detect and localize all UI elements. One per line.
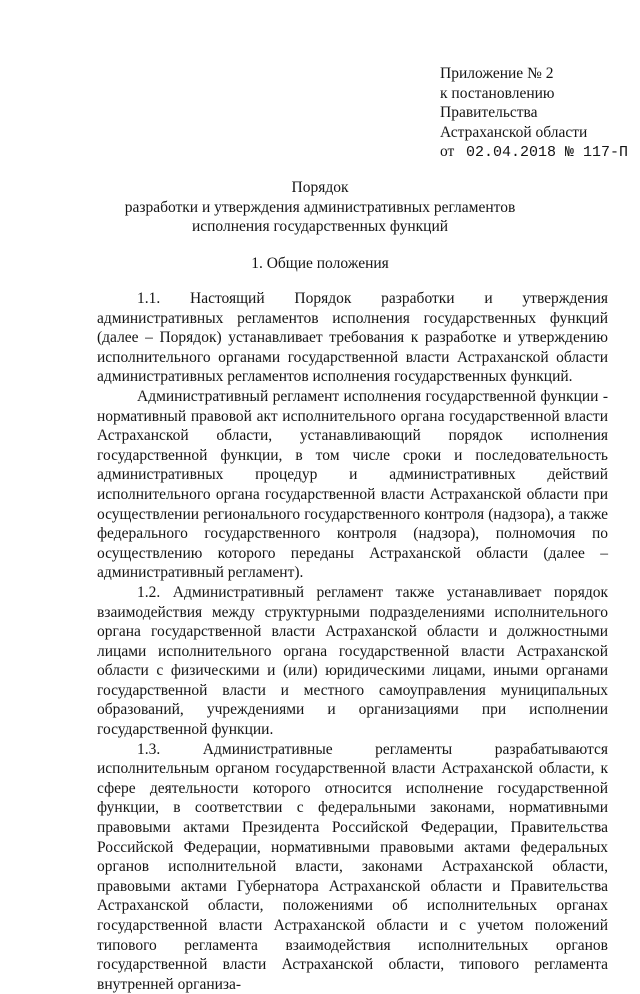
paragraph-1-3: 1.3. Административные регламенты разрабатываются исполнительным органом государственной власти Астраханской области, к сфере деятельности которого относится исполнение государственной функции, в соответствии с федеральными законами, нормативными правовыми актами Президента Российской Федерации, Правительства Российской Федерации, нормативными правовыми актами федеральных органов исполнительной власти, законами Астраханской области, правовыми актами Губернатора Астраханской области и Правительства Астраханской области, положениями об исполнительных органах государственной власти Астраханской области и с учетом положений типового регламента взаимодействия исполнительных органов государственной власти Астраханской области, типового регламента внутренней организа- [97,740,608,993]
appendix-line-3: Правительства [440,104,538,121]
section-heading: 1. Общие положения [251,255,389,272]
document-body [97,289,608,994]
appendix-line-2: к постановлению [440,84,555,102]
paragraph-1-2: 1.2. Административный регламент также устанавливает порядок взаимодействия между структурными подразделениями исполнительного органа государственной власти Астраханской области и должностными лицами исполнительного органа государственной власти Астраханской области с физическими и (или) юридическими лицами, иными органами государственной власти и местного самоуправления муниципальных образований, учреждениями и организациями при исполнении государственной функции. [97,583,608,739]
paragraph-definition: Административный регламент исполнения государственной функции - нормативный правовой акт исполнительного органа государственной власти Астраханской области, устанавливающий порядок исполнения государственной функции, в том числе сроки и последовательность административных процедур и административных действий исполнительного органа государственной власти Астраханской области при осуществлении регионального государственного контроля (надзора), а также федерального государственного контроля (надзора), полномочия по осуществлению которого переданы Астраханской области (далее – административный регламент). [97,387,608,582]
appendix-line-1: Приложение № 2 [440,65,554,82]
appendix-date-line [440,142,630,163]
appendix-line-4: Астраханской области [440,123,588,141]
appendix-date-stamp: 02.04.2018 № 117-П [465,144,628,161]
document-title [0,178,640,237]
paragraph-1-1: 1.1. Настоящий Порядок разработки и утверждения административных регламентов исполнения государственных функций (далее – Порядок) устанавливает требования к разработке и утверждению исполнительного органами государственной власти Астраханской области административных регламентов исполнения государственных функций. [97,290,608,386]
title-line-2: разработки и утверждения административных регламентов [124,198,516,216]
appendix-block [440,64,630,163]
title-line-1: Порядок [291,179,349,196]
appendix-date-prefix: от [440,143,455,160]
title-line-3: исполнения государственных функций [191,218,449,235]
